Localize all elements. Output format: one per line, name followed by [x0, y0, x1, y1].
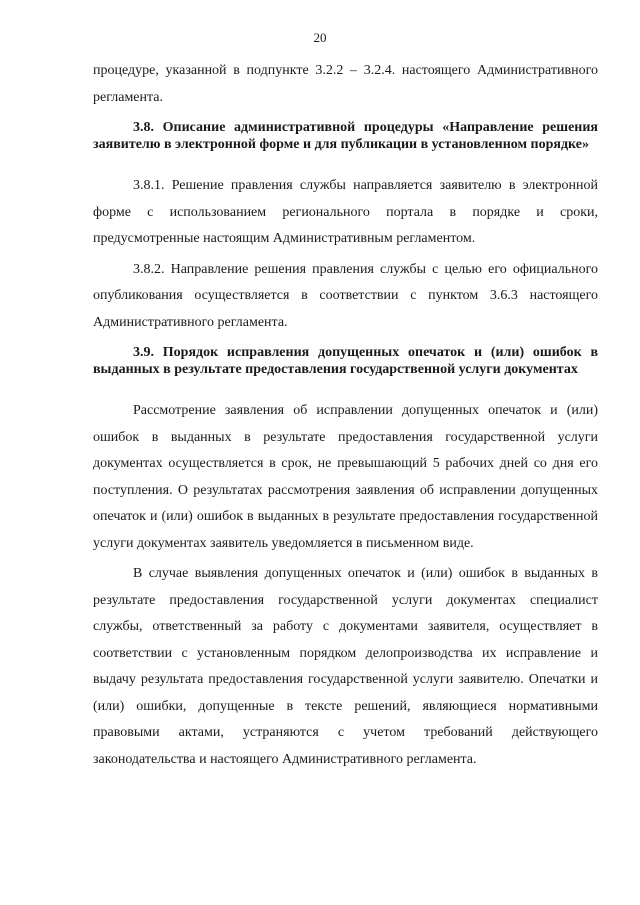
page-content	[93, 58, 598, 773]
paragraph-continuation: процедуре, указанной в подпункте 3.2.2 – 3.2.4. настоящего Административного регламента.	[93, 63, 598, 105]
section-heading-3-8: 3.8. Описание административной процедуры «Направление решения заявителю в электронной форме и для публикации в установленном порядке»	[93, 120, 598, 152]
page-number: 20	[313, 30, 327, 45]
section-heading-3-9: 3.9. Порядок исправления допущенных опечаток и (или) ошибок в выданных в результате предоставления государственной услуги документах	[93, 345, 598, 377]
paragraph-3-8-1: 3.8.1. Решение правления службы направляется заявителю в электронной форме с использованием регионального портала в порядке и сроки, предусмотренные настоящим Административным регламентом.	[93, 178, 598, 246]
paragraph-3-9-correction: В случае выявления допущенных опечаток и (или) ошибок в выданных в результате предоставления государственной услуги документах специалист службы, ответственный за работу с документами заявителя, осуществляет в соответствии с установленным порядком делопроизводства их исправление и выдачу результата предоставления государственной услуги заявителю. Опечатки и (или) ошибки, допущенные в тексте решений, являющиеся нормативными правовыми актами, устраняются с учетом требований действующего законодательства и настоящего Административного регламента.	[93, 566, 598, 767]
paragraph-3-9-review: Рассмотрение заявления об исправлении допущенных опечаток и (или) ошибок в выданных в результате предоставления государственной услуги документах осуществляется в срок, не превышающий 5 рабочих дней со дня его поступления. О результатах рассмотрения заявления об исправлении допущенных опечаток и (или) ошибок в выданных в результате предоставления государственной услуги документах заявитель уведомляется в письменном виде.	[93, 403, 598, 551]
paragraph-3-8-2: 3.8.2. Направление решения правления службы с целью его официального опубликования осуществляется в соответствии с пунктом 3.6.3 настоящего Административного регламента.	[93, 261, 598, 330]
